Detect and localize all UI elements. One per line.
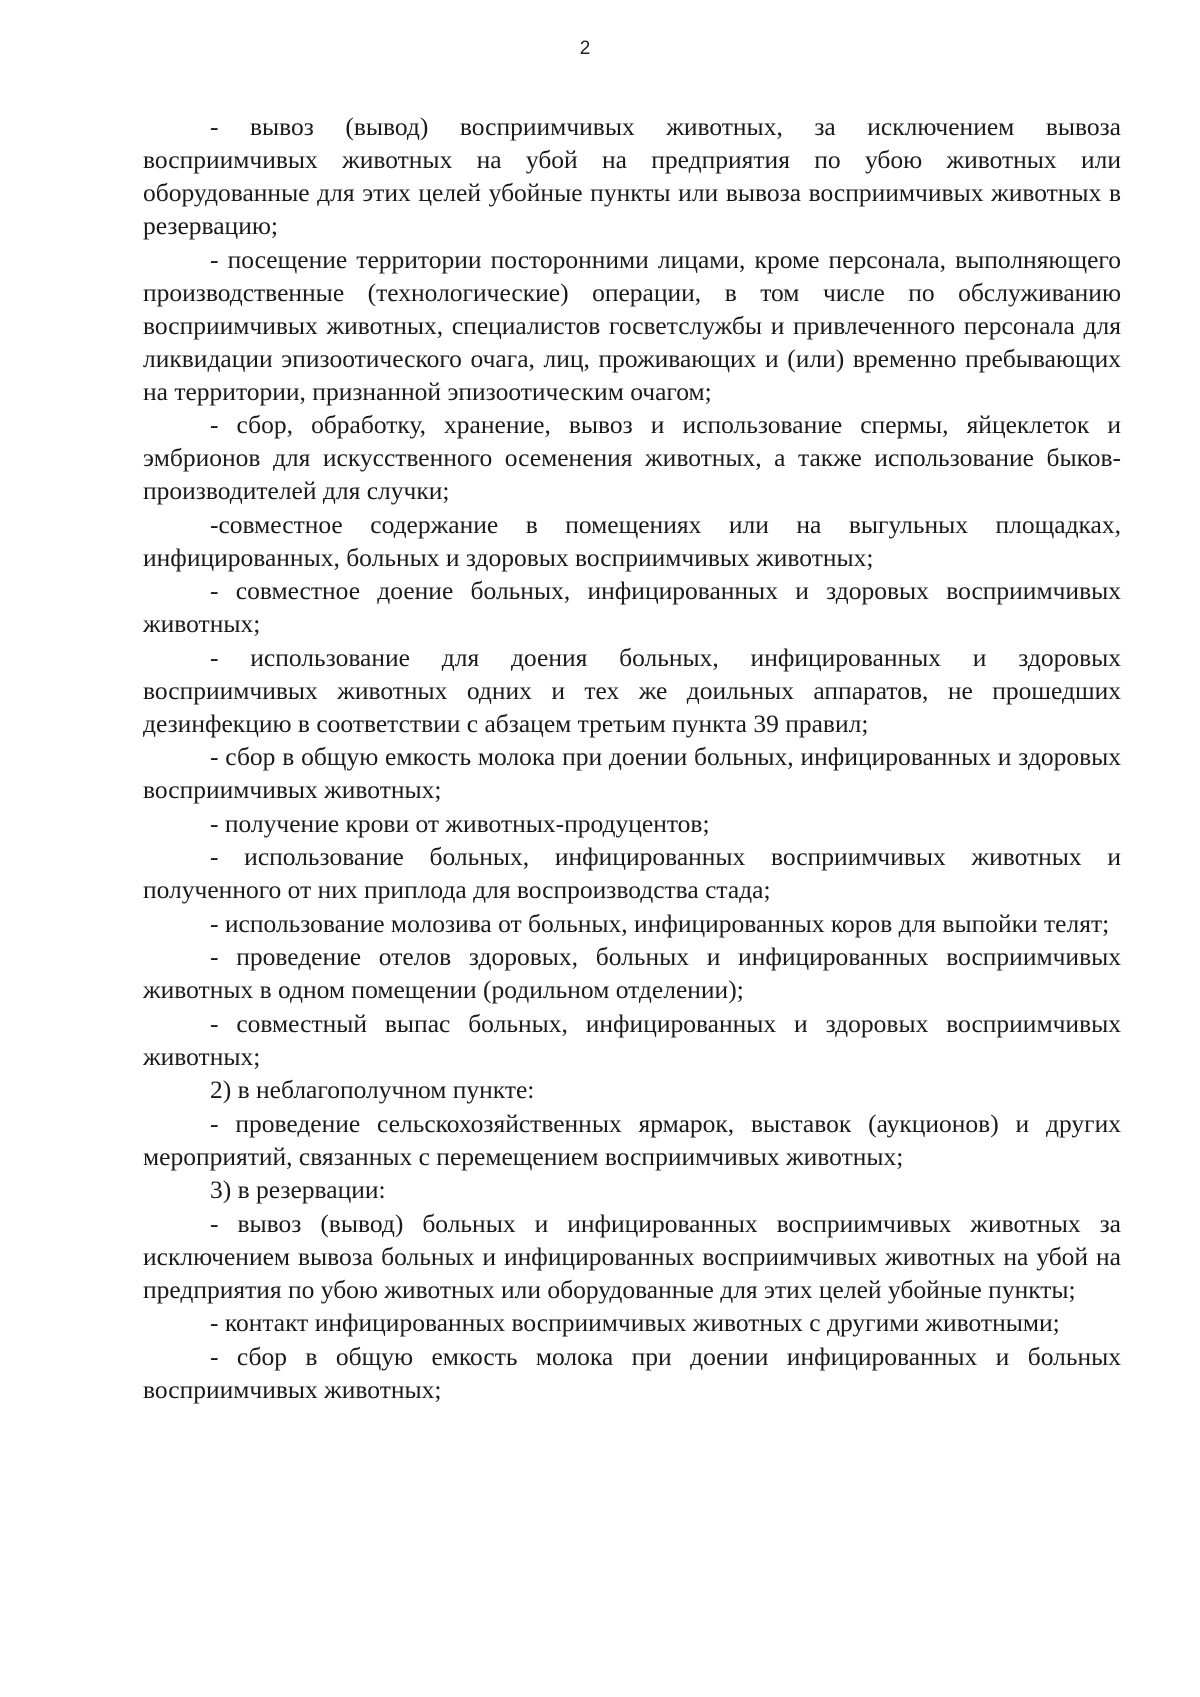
paragraph-reservation-milk-ban: - сбор в общую емкость молока при доении инфицированных и больных восприимчивых животных; <box>143 1341 1121 1404</box>
paragraph-milking-machines-ban: - использование для доения больных, инфицированных и здоровых восприимчивых животных одних и тех же доильных аппаратов, не прошедших дезинфекцию в соответствии с абзацем третьим пункта 39 правил; <box>143 642 1121 738</box>
document-body <box>143 110 1121 1406</box>
paragraph-calving-ban: - проведение отелов здоровых, больных и инфицированных восприимчивых животных в одном помещении (родильном отделении); <box>143 942 1121 1004</box>
paragraph-joint-milking-ban: - совместное доение больных, инфицированных и здоровых восприимчивых животных; <box>143 576 1121 638</box>
paragraph-joint-keeping-ban: -совместное содержание в помещениях или на выгульных площадках, инфицированных, больных и здоровых восприимчивых животных; <box>143 509 1121 572</box>
paragraph-visitors-ban: - посещение территории посторонними лицами, кроме персонала, выполняющего производственные (технологические) операции, в том числе по обслуживанию восприимчивых животных, специалистов госветслужбы и привлеченного персонала для ликвидации эпизоотического очага, лиц, проживающих и (или) временно пребывающих на территории, признанной эпизоотическим очагом; <box>143 244 1121 406</box>
page-number: 2 <box>579 38 591 59</box>
paragraph-contact-ban: - контакт инфицированных восприимчивых животных с другими животными; <box>210 1308 1060 1337</box>
paragraph-breeding-ban: - использование больных, инфицированных восприимчивых животных и полученного от них приплода для воспроизводства стада; <box>143 842 1121 904</box>
paragraph-fairs-ban: - проведение сельскохозяйственных ярмарок, выставок (аукционов) и других мероприятий, связанных с перемещением восприимчивых животных; <box>143 1108 1121 1171</box>
section-heading-reservation: 3) в резервации: <box>210 1175 386 1204</box>
paragraph-milk-collection-ban: - сбор в общую емкость молока при доении больных, инфицированных и здоровых восприимчивых животных; <box>143 742 1121 804</box>
section-heading-unfavorable-point: 2) в неблагополучном пункте: <box>210 1075 535 1104</box>
paragraph-export-ban: - вывоз (вывод) восприимчивых животных, за исключением вывоза восприимчивых животных на убой на предприятия по убою животных или оборудованные для этих целей убойные пункты или вывоза восприимчивых животных в резервацию; <box>143 112 1121 240</box>
paragraph-colostrum-ban: - использование молозива от больных, инфицированных коров для выпойки телят; <box>210 908 1110 938</box>
paragraph-grazing-ban: - совместный выпас больных, инфицированных и здоровых восприимчивых животных; <box>143 1008 1121 1071</box>
paragraph-semen-ban: - сбор, обработку, хранение, вывоз и использование спермы, яйцеклеток и эмбрионов для искусственного осеменения животных, а также использование быков-производителей для случки; <box>143 410 1121 505</box>
paragraph-blood-ban: - получение крови от животных-продуцентов; <box>210 808 710 838</box>
paragraph-reservation-export-ban: - вывоз (вывод) больных и инфицированных восприимчивых животных за исключением вывоза больных и инфицированных восприимчивых животных на убой на предприятия по убою животных или оборудованные для этих целей убойные пункты; <box>143 1208 1121 1304</box>
